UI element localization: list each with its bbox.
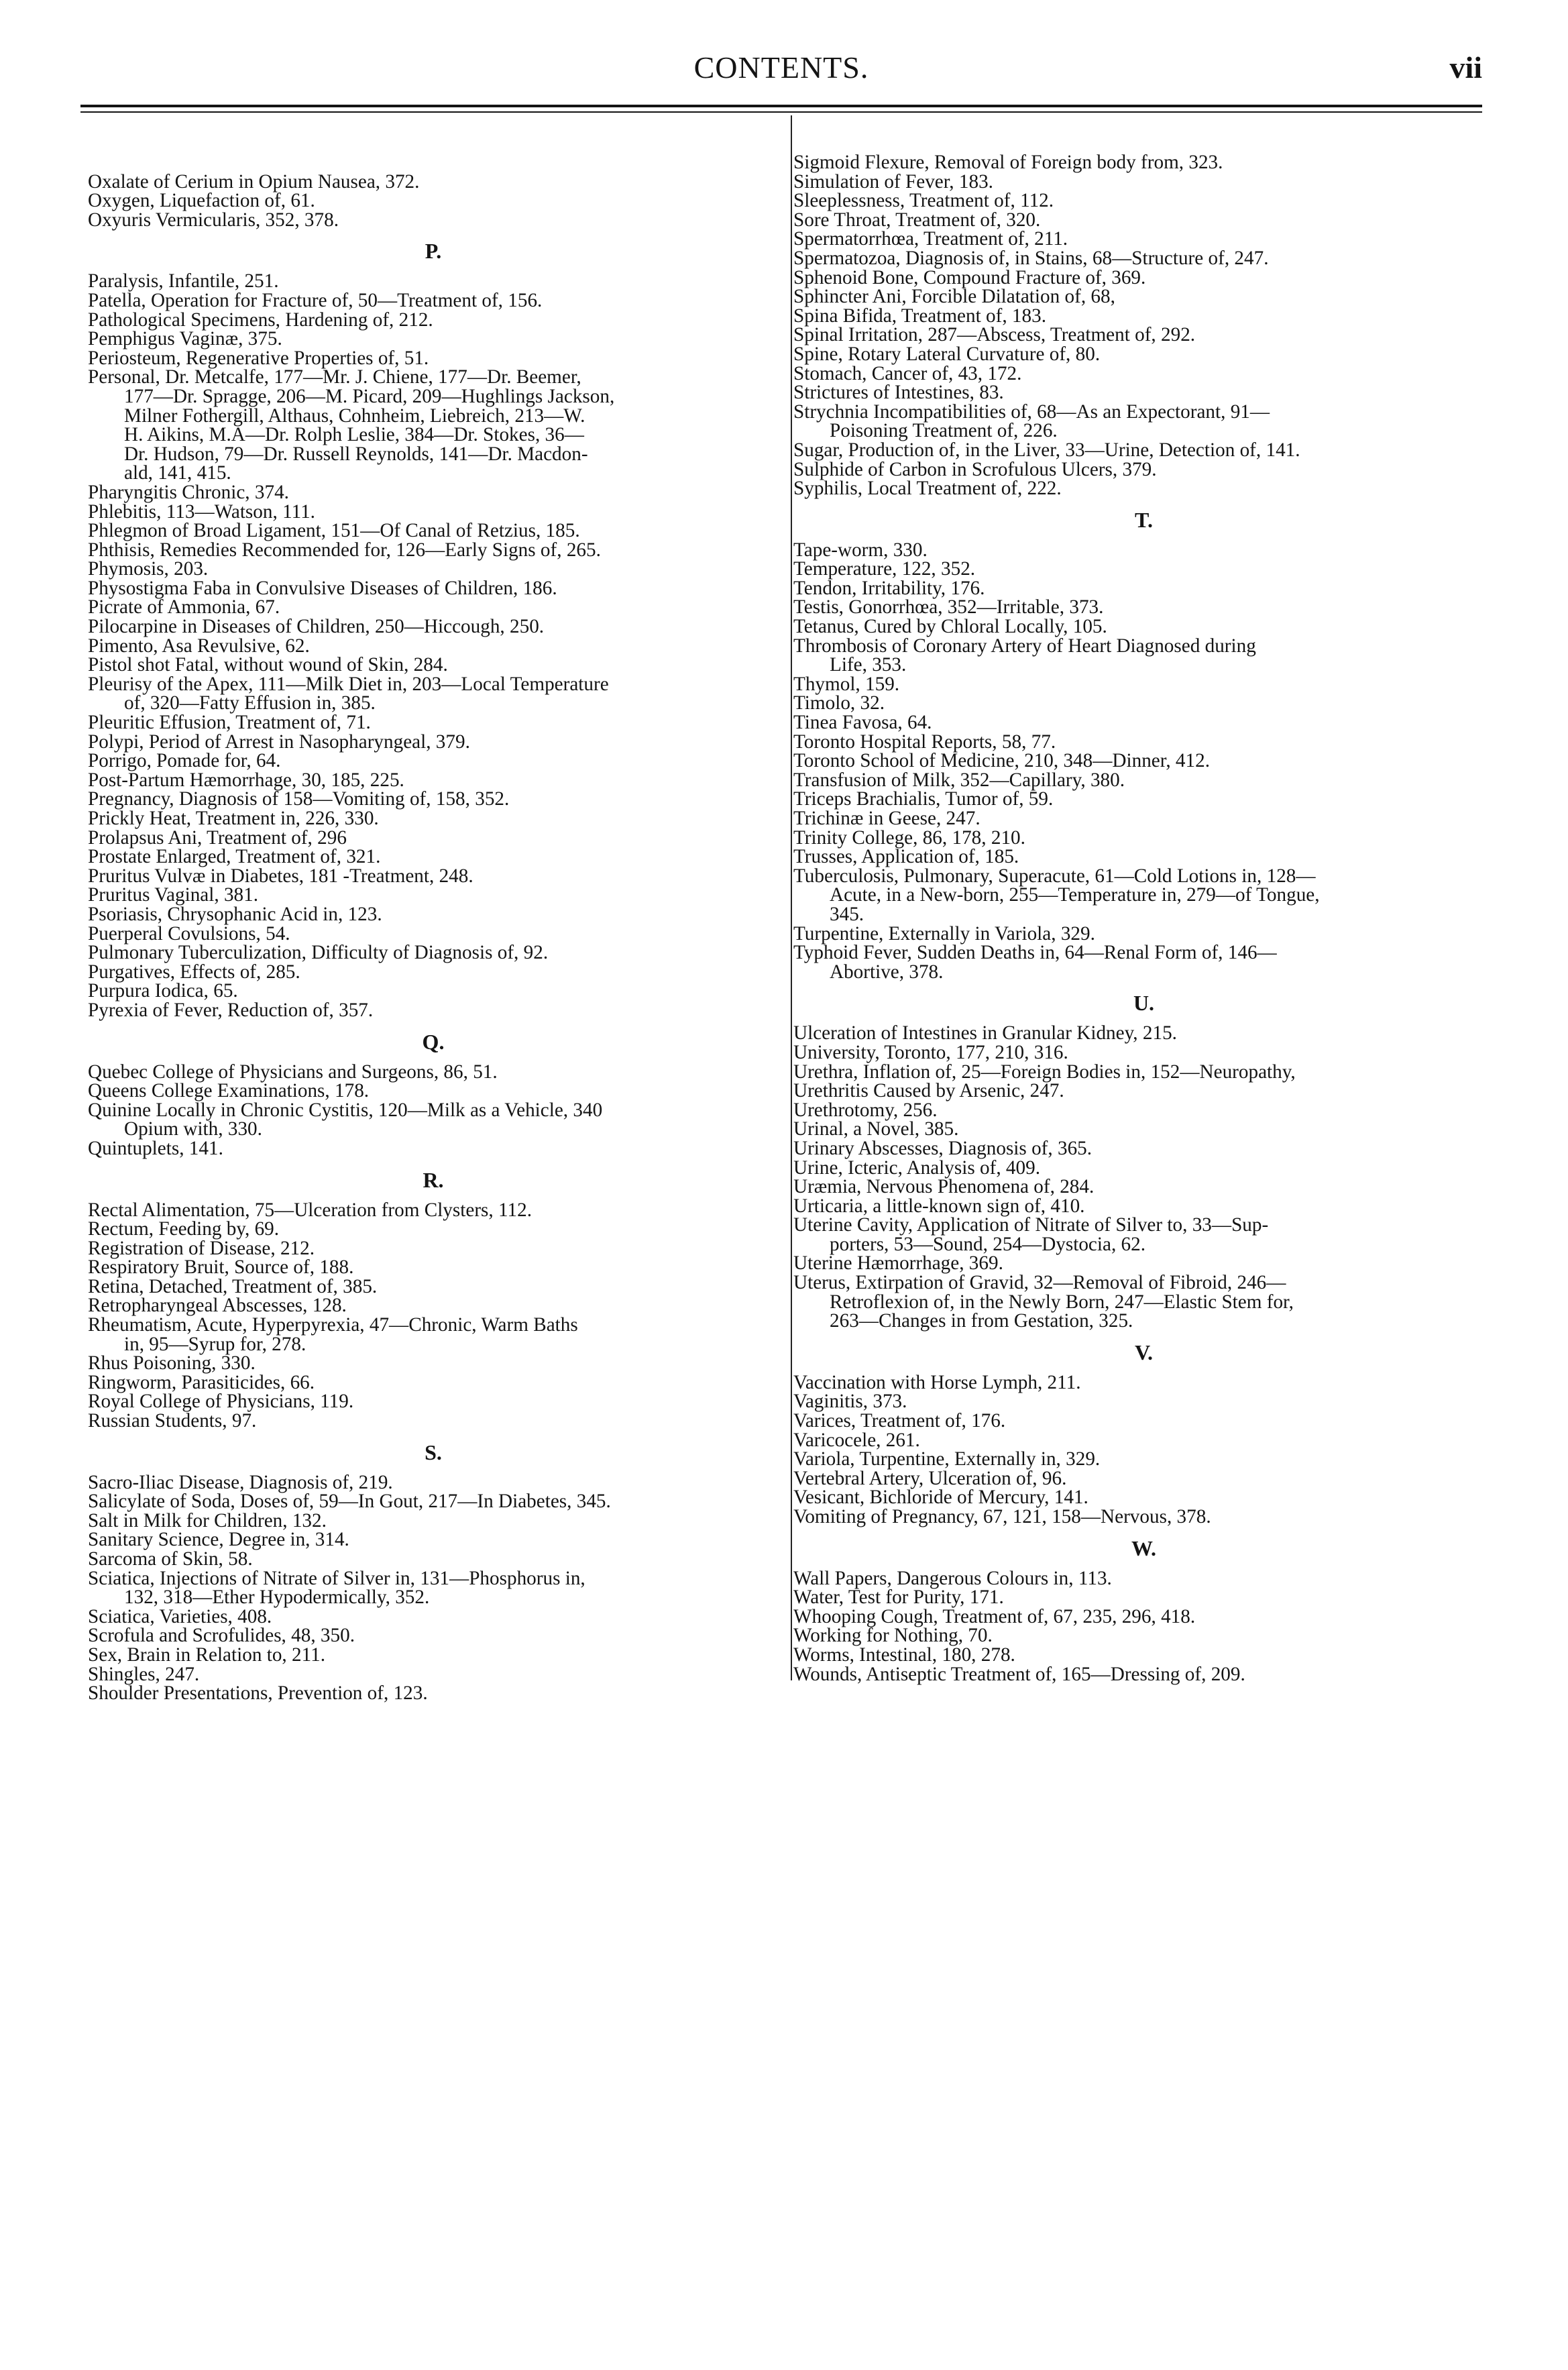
index-entry: Tinea Favosa, 64.: [793, 712, 932, 734]
index-entry: Vomiting of Pregnancy, 67, 121, 158—Nervous, 378.: [793, 1506, 1211, 1527]
index-entry: Quintuplets, 141.: [88, 1137, 223, 1159]
index-entry: Sanitary Science, Degree in, 314.: [88, 1529, 349, 1551]
index-entry: Temperature, 122, 352.: [793, 558, 976, 580]
index-entry-line: Acute, in a New-born, 255—Temperature in, 279—of Tongue,: [830, 884, 1320, 906]
index-entry: Uterine Hæmorrhage, 369.: [793, 1252, 1003, 1275]
index-entry: Respiratory Bruit, Source of, 188.: [88, 1256, 354, 1279]
index-entry: Quebec College of Physicians and Surgeons, 86, 51.: [88, 1061, 498, 1083]
index-entry-line: Typhoid Fever, Sudden Deaths in, 64—Renal Form of, 146—: [793, 942, 1277, 964]
index-entry: Urinal, a Novel, 385.: [793, 1118, 959, 1140]
index-entry: Worms, Intestinal, 180, 278.: [793, 1644, 1015, 1666]
index-entry: Periosteum, Regenerative Properties of, 51.: [88, 347, 429, 369]
index-entry: Paralysis, Infantile, 251.: [88, 270, 279, 292]
index-entry-line: in, 95—Syrup for, 278.: [124, 1333, 306, 1355]
index-entry: Oxygen, Liquefaction of, 61.: [88, 190, 315, 212]
index-entry: [88, 675, 779, 713]
index-entry: [793, 637, 1494, 675]
index-entry: Testis, Gonorrhœa, 352—Irritable, 373.: [793, 596, 1104, 618]
index-entry: Vaccination with Horse Lymph, 211.: [793, 1371, 1081, 1393]
index-entry: Strictures of Intestines, 83.: [793, 382, 1004, 404]
index-entry: Variola, Turpentine, Externally in, 329.: [793, 1448, 1101, 1470]
index-entry: Phymosis, 203.: [88, 558, 209, 580]
section-letter-heading: T.: [1135, 507, 1153, 532]
index-entry: Simulation of Fever, 183.: [793, 170, 993, 193]
index-column-right: [793, 153, 1494, 1684]
index-entry: Timolo, 32.: [793, 692, 885, 714]
index-entry: [793, 402, 1494, 441]
index-entry: Urethrotomy, 256.: [793, 1099, 938, 1121]
index-entry: Prickly Heat, Treatment in, 226, 330.: [88, 808, 379, 829]
index-entry-line: of, 320—Fatty Effusion in, 385.: [124, 692, 376, 714]
index-entry-line: Uterine Cavity, Application of Nitrate of Silver to, 33—Sup-: [793, 1214, 1269, 1236]
index-entry: Vaginitis, 373.: [793, 1391, 907, 1413]
index-entry: Post-Partum Hæmorrhage, 30, 185, 225.: [88, 769, 404, 791]
index-entry: Psoriasis, Chrysophanic Acid in, 123.: [88, 903, 382, 925]
index-entry: [793, 943, 1494, 981]
index-entry-line: Strychnia Incompatibilities of, 68—As an Expectorant, 91—: [793, 400, 1270, 423]
index-entry: Pistol shot Fatal, without wound of Skin, 284.: [88, 654, 448, 676]
section-letter-heading: V.: [1135, 1340, 1153, 1364]
index-entry-line: Poisoning Treatment of, 226.: [830, 420, 1058, 442]
index-entry: Sulphide of Carbon in Scrofulous Ulcers, 379.: [793, 458, 1157, 480]
index-entry: Spermatorrhœa, Treatment of, 211.: [793, 228, 1068, 250]
column-divider: [791, 115, 792, 1680]
index-entry: Water, Test for Purity, 171.: [793, 1586, 1004, 1609]
index-entry: Russian Students, 97.: [88, 1410, 257, 1432]
index-entry: Ringworm, Parasiticides, 66.: [88, 1371, 315, 1393]
index-entry: Oxyuris Vermicularis, 352, 378.: [88, 209, 339, 231]
index-entry: [793, 1273, 1494, 1331]
index-entry: Vesicant, Bichloride of Mercury, 141.: [793, 1487, 1088, 1509]
index-entry: Toronto School of Medicine, 210, 348—Dinner, 412.: [793, 750, 1210, 772]
index-entry: Prostate Enlarged, Treatment of, 321.: [88, 846, 381, 868]
index-entry: Pulmonary Tuberculization, Difficulty of Diagnosis of, 92.: [88, 942, 549, 964]
index-entry: Sigmoid Flexure, Removal of Foreign body from, 323.: [793, 152, 1223, 173]
index-entry: Urticaria, a little-known sign of, 410.: [793, 1195, 1085, 1217]
index-entry-line: Life, 353.: [830, 654, 907, 676]
index-entry: Purgatives, Effects of, 285.: [88, 961, 300, 983]
index-entry-line: Abortive, 378.: [830, 961, 944, 983]
index-entry: Triceps Brachialis, Tumor of, 59.: [793, 788, 1054, 810]
page-number: vii: [1449, 50, 1482, 85]
index-entry: Spina Bifida, Treatment of, 183.: [793, 305, 1046, 327]
index-entry: Transfusion of Milk, 352—Capillary, 380.: [793, 769, 1125, 791]
index-entry-line: Opium with, 330.: [124, 1118, 262, 1140]
index-entry: Pilocarpine in Diseases of Children, 250—Hiccough, 250.: [88, 616, 545, 638]
section-letter-heading: P.: [425, 239, 442, 264]
index-entry: Pregnancy, Diagnosis of 158—Vomiting of, 158, 352.: [88, 788, 510, 810]
index-entry: Spinal Irritation, 287—Abscess, Treatment of, 292.: [793, 324, 1196, 346]
index-entry: Picrate of Ammonia, 67.: [88, 596, 280, 618]
index-entry: Wall Papers, Dangerous Colours in, 113.: [793, 1567, 1112, 1589]
index-entry: Sarcoma of Skin, 58.: [88, 1548, 253, 1570]
index-entry: Trichinæ in Geese, 247.: [793, 808, 981, 829]
index-entry-line: Personal, Dr. Metcalfe, 177—Mr. J. Chiene, 177—Dr. Beemer,: [88, 366, 581, 388]
index-entry: Urethra, Inflation of, 25—Foreign Bodies in, 152—Neuropathy,: [793, 1061, 1296, 1083]
index-entry: Patella, Operation for Fracture of, 50—Treatment of, 156.: [88, 289, 543, 311]
index-entry: Pimento, Asa Revulsive, 62.: [88, 635, 310, 657]
index-entry-line: H. Aikins, M.A—Dr. Rolph Leslie, 384—Dr. Stokes, 36—: [124, 424, 584, 446]
index-column-left: [88, 153, 779, 1703]
index-entry: Vertebral Artery, Ulceration of, 96.: [793, 1467, 1067, 1489]
index-entry: Tape-worm, 330.: [793, 539, 928, 561]
index-entry: Trusses, Application of, 185.: [793, 846, 1019, 868]
index-entry: Whooping Cough, Treatment of, 67, 235, 296, 418.: [793, 1605, 1196, 1627]
index-entry: University, Toronto, 177, 210, 316.: [793, 1041, 1068, 1063]
index-entry: Polypi, Period of Arrest in Nasopharyngeal, 379.: [88, 731, 470, 753]
index-entry-line: ald, 141, 415.: [124, 462, 231, 484]
index-entry: Sore Throat, Treatment of, 320.: [793, 209, 1041, 231]
index-entry-line: Quinine Locally in Chronic Cystitis, 120—Milk as a Vehicle, 340: [88, 1099, 603, 1121]
index-entry-line: 263—Changes in from Gestation, 325.: [830, 1310, 1133, 1332]
index-entry: Oxalate of Cerium in Opium Nausea, 372.: [88, 170, 420, 193]
index-entry: Phlebitis, 113—Watson, 111.: [88, 500, 315, 523]
index-entry: Salicylate of Soda, Doses of, 59—In Gout, 217—In Diabetes, 345.: [88, 1491, 611, 1513]
index-entry: Phthisis, Remedies Recommended for, 126—Early Signs of, 265.: [88, 539, 601, 561]
section-letter-heading: S.: [425, 1440, 442, 1464]
index-entry: Stomach, Cancer of, 43, 172.: [793, 362, 1022, 384]
index-entry: [88, 1101, 779, 1139]
index-entry-line: Dr. Hudson, 79—Dr. Russell Reynolds, 141—Dr. Macdon-: [124, 443, 588, 465]
index-entry: Sugar, Production of, in the Liver, 33—Urine, Detection of, 141.: [793, 439, 1300, 461]
index-entry-line: Sciatica, Injections of Nitrate of Silver in, 131—Phosphorus in,: [88, 1567, 585, 1589]
index-entry: Rectum, Feeding by, 69.: [88, 1218, 280, 1240]
index-entry: [88, 1569, 779, 1607]
index-entry-line: Retroflexion of, in the Newly Born, 247—Elastic Stem for,: [830, 1291, 1294, 1313]
index-entry: Purpura Iodica, 65.: [88, 980, 238, 1002]
index-entry: Pyrexia of Fever, Reduction of, 357.: [88, 999, 374, 1021]
index-entry: [88, 1315, 779, 1354]
index-entry: Scrofula and Scrofulides, 48, 350.: [88, 1625, 355, 1647]
index-entry: Urinary Abscesses, Diagnosis of, 365.: [793, 1137, 1093, 1159]
section-letter-heading: R.: [423, 1167, 444, 1192]
index-entry: [88, 368, 779, 483]
index-entry: Sleeplessness, Treatment of, 112.: [793, 190, 1054, 212]
index-entry: Sphenoid Bone, Compound Fracture of, 369.: [793, 266, 1146, 288]
index-entry: Phlegmon of Broad Ligament, 151—Of Canal of Retzius, 185.: [88, 520, 580, 542]
header-rule-thin: [80, 111, 1482, 113]
index-entry: Ulceration of Intestines in Granular Kidney, 215.: [793, 1022, 1177, 1044]
index-entry: Sciatica, Varieties, 408.: [88, 1605, 272, 1627]
index-entry-line: 345.: [830, 903, 864, 925]
index-entry: Sphincter Ani, Forcible Dilatation of, 68,: [793, 286, 1115, 308]
index-entry: [793, 1216, 1494, 1254]
index-entry-line: Thrombosis of Coronary Artery of Heart Diagnosed during: [793, 635, 1256, 657]
index-entry: Salt in Milk for Children, 132.: [88, 1509, 327, 1531]
index-entry: Wounds, Antiseptic Treatment of, 165—Dressing of, 209.: [793, 1663, 1245, 1685]
index-entry: Urethritis Caused by Arsenic, 247.: [793, 1080, 1064, 1102]
index-entry-line: Milner Fothergill, Althaus, Cohnheim, Liebreich, 213—W.: [124, 405, 585, 427]
index-entry: Retina, Detached, Treatment of, 385.: [88, 1275, 378, 1297]
spacer: [88, 153, 779, 172]
page-header: [80, 40, 1482, 94]
index-entry-line: 177—Dr. Spragge, 206—M. Picard, 209—Hughlings Jackson,: [124, 385, 615, 407]
index-entry-line: Pleurisy of the Apex, 111—Milk Diet in, 203—Local Temperature: [88, 673, 609, 695]
section-letter-heading: Q.: [422, 1029, 445, 1054]
index-entry: Pleuritic Effusion, Treatment of, 71.: [88, 712, 371, 734]
section-letter-heading: U.: [1133, 991, 1155, 1016]
index-entry: Tetanus, Cured by Chloral Locally, 105.: [793, 616, 1107, 638]
index-entry-line: Uterus, Extirpation of Gravid, 32—Removal of Fibroid, 246—: [793, 1272, 1286, 1294]
index-entry: Puerperal Covulsions, 54.: [88, 922, 290, 945]
index-entry: Prolapsus Ani, Treatment of, 296: [88, 826, 347, 849]
index-entry: Uræmia, Nervous Phenomena of, 284.: [793, 1176, 1095, 1198]
index-entry: Shoulder Presentations, Prevention of, 123.: [88, 1682, 428, 1705]
index-entry: Varicocele, 261.: [793, 1429, 920, 1451]
index-entry-line: 132, 318—Ether Hypodermically, 352.: [124, 1586, 430, 1609]
index-entry: Toronto Hospital Reports, 58, 77.: [793, 731, 1056, 753]
index-entry: Pruritus Vaginal, 381.: [88, 884, 259, 906]
index-entry: Pemphigus Vaginæ, 375.: [88, 328, 282, 350]
index-entry-line: porters, 53—Sound, 254—Dystocia, 62.: [830, 1233, 1146, 1255]
header-rule-thick: [80, 105, 1482, 107]
index-entry: Pruritus Vulvæ in Diabetes, 181 -Treatment, 248.: [88, 865, 473, 887]
index-entry: Tendon, Irritability, 176.: [793, 577, 985, 599]
index-entry: Varices, Treatment of, 176.: [793, 1410, 1006, 1432]
index-entry: Working for Nothing, 70.: [793, 1625, 993, 1647]
index-entry: [793, 867, 1494, 924]
index-entry: Retropharyngeal Abscesses, 128.: [88, 1295, 347, 1317]
index-entry: Trinity College, 86, 178, 210.: [793, 826, 1025, 849]
index-entry: Syphilis, Local Treatment of, 222.: [793, 478, 1062, 500]
index-entry: Registration of Disease, 212.: [88, 1237, 315, 1259]
index-entry: Queens College Examinations, 178.: [88, 1080, 370, 1102]
index-entry: Royal College of Physicians, 119.: [88, 1391, 354, 1413]
index-entry: Sacro-Iliac Disease, Diagnosis of, 219.: [88, 1471, 393, 1493]
index-entry: Pathological Specimens, Hardening of, 212.: [88, 309, 433, 331]
section-letter-heading: W.: [1131, 1536, 1157, 1560]
index-entry: Physostigma Faba in Convulsive Diseases of Children, 186.: [88, 577, 557, 599]
index-entry: Spermatozoa, Diagnosis of, in Stains, 68—Structure of, 247.: [793, 247, 1269, 269]
index-entry: Rhus Poisoning, 330.: [88, 1352, 256, 1375]
index-entry: Turpentine, Externally in Variola, 329.: [793, 922, 1095, 945]
index-entry: Thymol, 159.: [793, 673, 900, 695]
index-entry: Porrigo, Pomade for, 64.: [88, 750, 281, 772]
index-entry-line: Rheumatism, Acute, Hyperpyrexia, 47—Chronic, Warm Baths: [88, 1314, 578, 1336]
page-title: CONTENTS.: [693, 50, 869, 85]
index-entry-line: Tuberculosis, Pulmonary, Superacute, 61—Cold Lotions in, 128—: [793, 865, 1316, 887]
index-entry: Pharyngitis Chronic, 374.: [88, 481, 289, 503]
index-entry: Spine, Rotary Lateral Curvature of, 80.: [793, 343, 1101, 365]
index-entry: Rectal Alimentation, 75—Ulceration from Clysters, 112.: [88, 1199, 532, 1221]
index-entry: Sex, Brain in Relation to, 211.: [88, 1644, 325, 1666]
index-entry: Shingles, 247.: [88, 1663, 200, 1685]
index-entry: Urine, Icteric, Analysis of, 409.: [793, 1156, 1040, 1179]
